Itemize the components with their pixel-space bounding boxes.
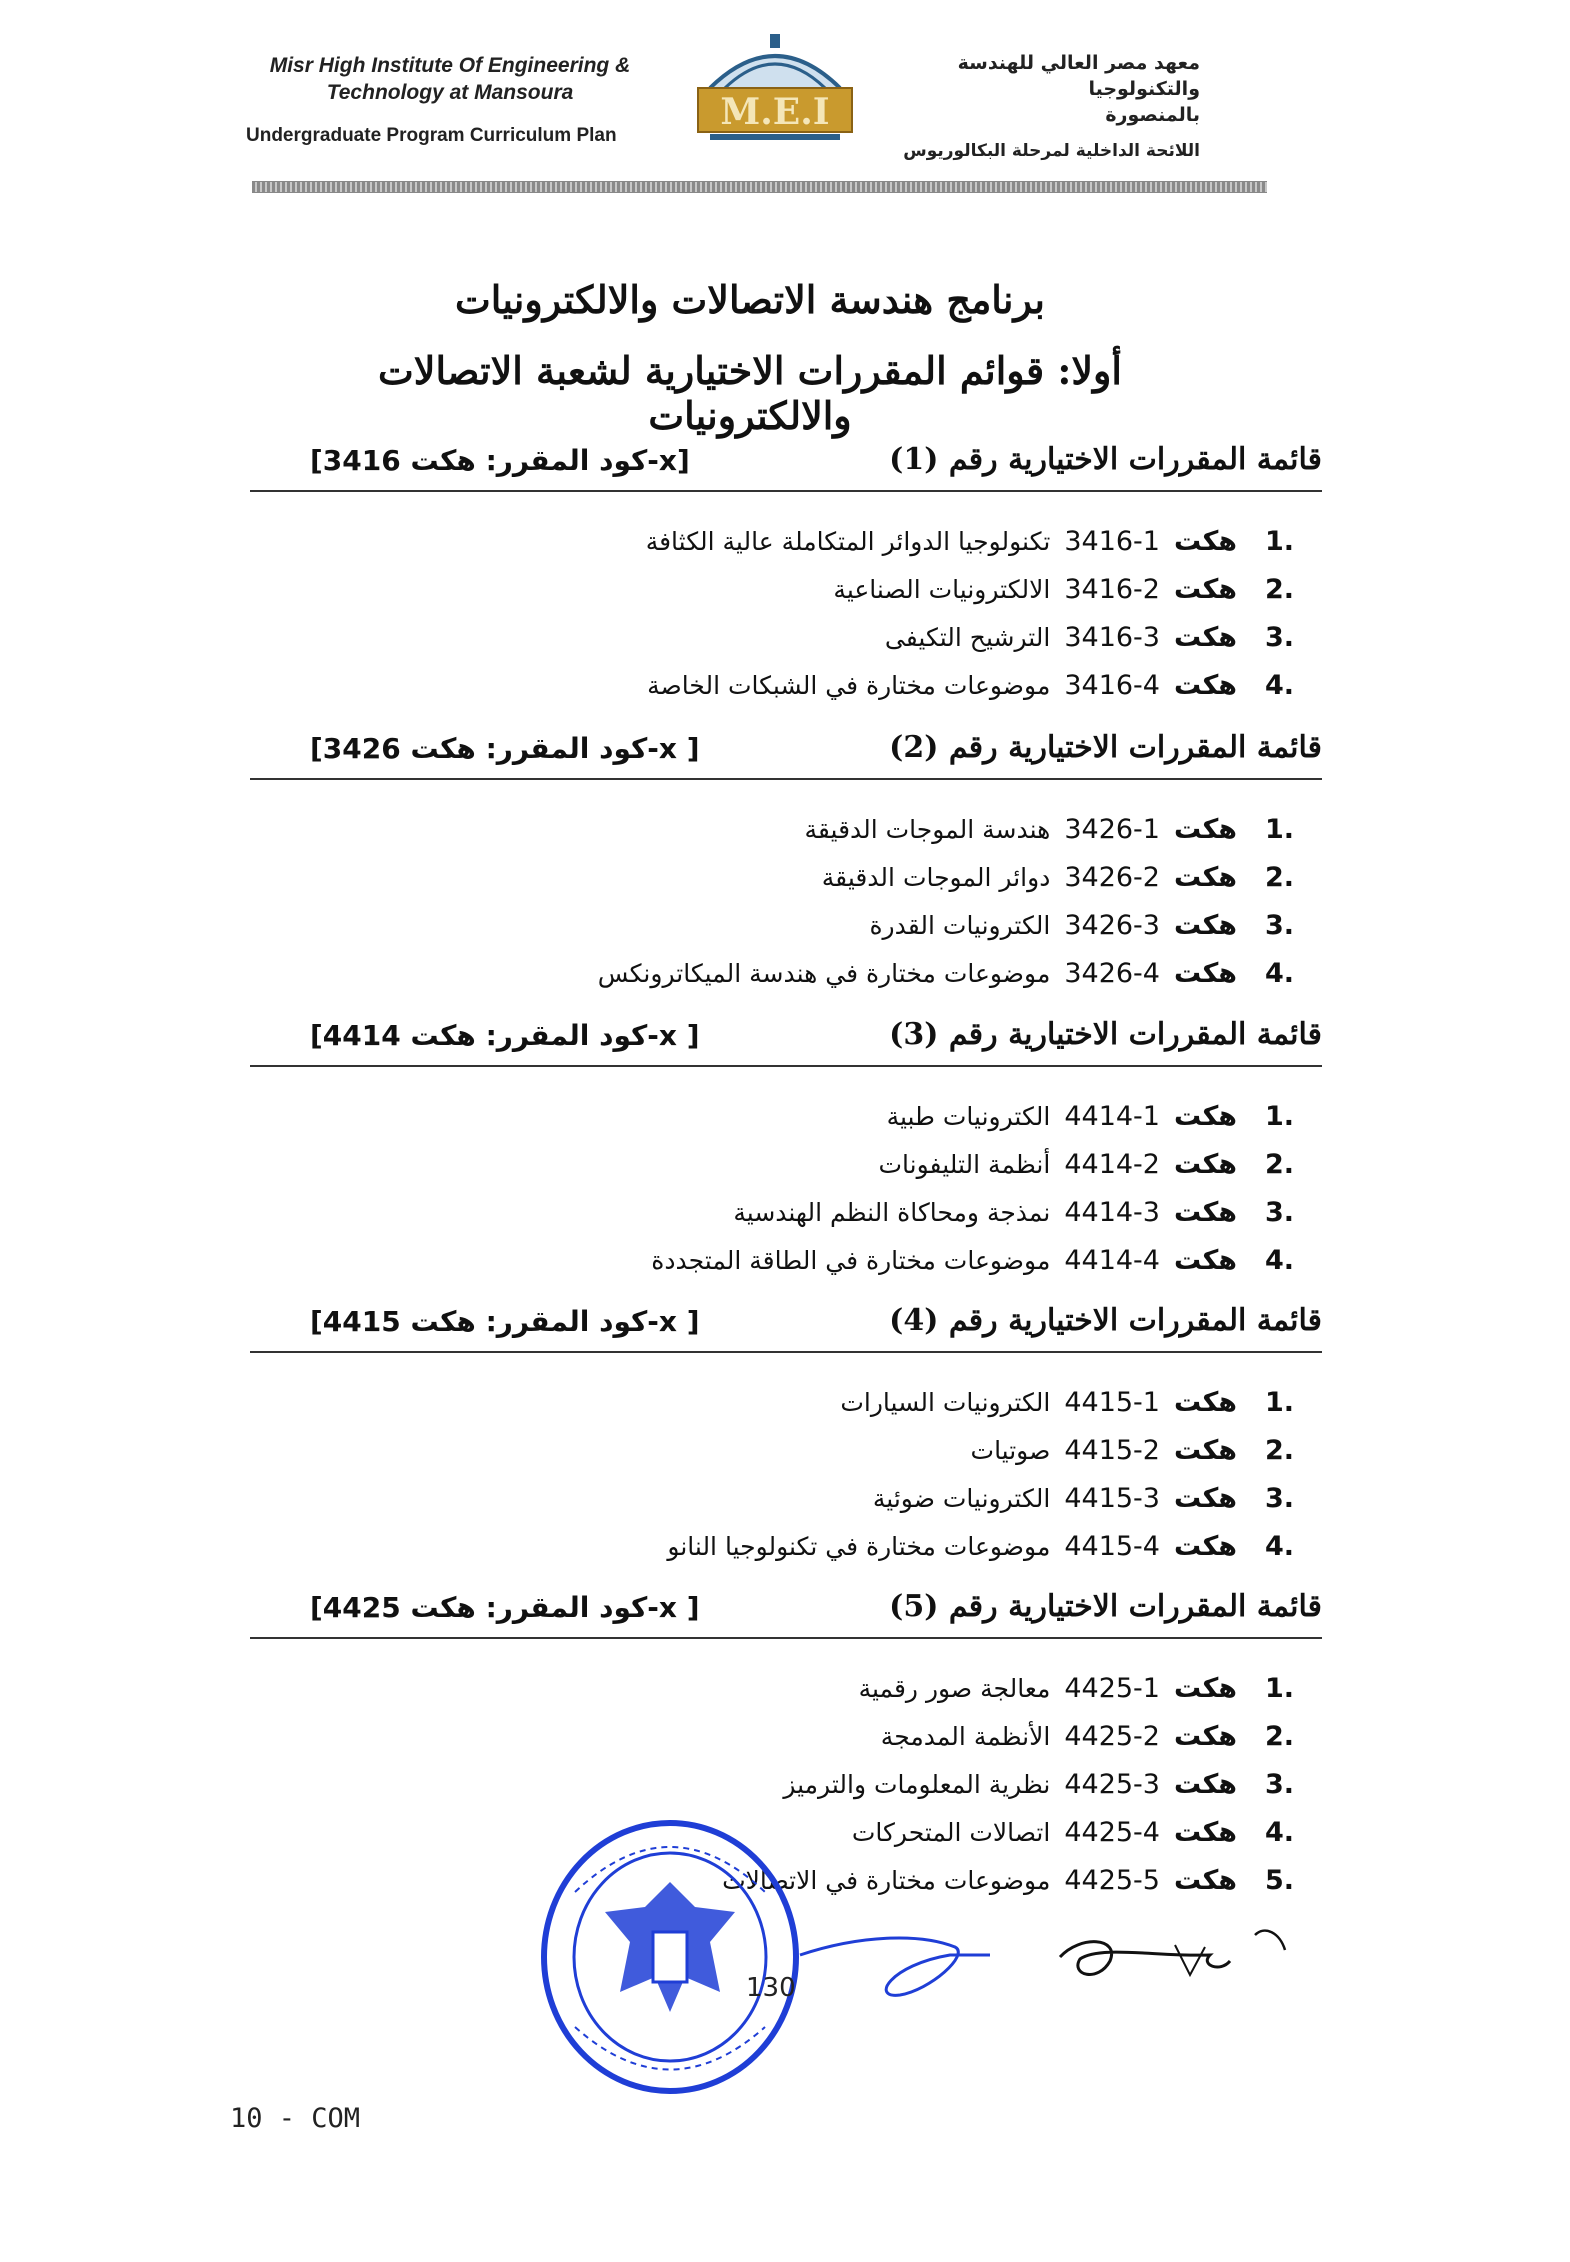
course-number: 3416-2 (1064, 573, 1160, 605)
list-course-code: [كود المقرر: هكت 4425-x ] (310, 1591, 700, 1624)
list-item (405, 1426, 1305, 1474)
course-prefix: هكت (1173, 861, 1237, 893)
course-prefix: هكت (1173, 525, 1237, 557)
page-subtitle: أولا: قوائم المقررات الاختيارية لشعبة الاتصالات والالكترونيات (378, 348, 1122, 438)
institute-name-en-line1: Misr High Institute Of Engineering & (269, 54, 631, 77)
header-divider (252, 181, 1267, 193)
course-name: تكنولوجيا الدوائر المتكاملة عالية الكثافة (645, 526, 1051, 556)
course-prefix: هكت (1173, 1720, 1237, 1752)
course-name: موضوعات مختارة في الشبكات الخاصة (647, 670, 1051, 700)
list-item (405, 1236, 1305, 1284)
course-prefix: هكت (1173, 669, 1237, 701)
course-number: 3426-1 (1064, 813, 1160, 845)
item-index: 3. (1265, 621, 1295, 653)
course-number: 4425-2 (1064, 1720, 1160, 1752)
course-number: 4425-5 (1064, 1864, 1160, 1896)
course-name: أنظمة التليفونات (878, 1149, 1051, 1179)
course-list (405, 1092, 1305, 1284)
footer-code: 10 - COM (230, 2103, 361, 2134)
course-list (405, 517, 1305, 709)
course-name: الترشيح التكيفى (884, 622, 1051, 652)
list-item (405, 949, 1305, 997)
list-course-code: [كود المقرر: هكت 3426-x ] (310, 732, 700, 765)
list-title: قائمة المقررات الاختيارية رقم (4) (889, 1303, 1322, 1338)
elective-list-heading (250, 1303, 1322, 1353)
course-number: 4425-3 (1064, 1768, 1160, 1800)
item-index: 1. (1265, 525, 1295, 557)
institute-logo (690, 30, 860, 148)
item-index: 3. (1265, 1768, 1295, 1800)
course-list (405, 1378, 1305, 1570)
item-index: 4. (1265, 1530, 1295, 1562)
item-index: 1. (1265, 1100, 1295, 1132)
elective-list-heading (250, 442, 1322, 492)
course-prefix: هكت (1173, 1100, 1237, 1132)
institute-name-en-line2: Technology at Mansoura (326, 81, 574, 104)
course-number: 4414-2 (1064, 1148, 1160, 1180)
course-number: 3416-4 (1064, 669, 1160, 701)
list-title: قائمة المقررات الاختيارية رقم (1) (889, 442, 1322, 477)
list-item (405, 1760, 1305, 1808)
course-prefix: هكت (1173, 1244, 1237, 1276)
course-name: هندسة الموجات الدقيقة (804, 814, 1051, 844)
course-number: 4414-3 (1064, 1196, 1160, 1228)
course-name: الالكترونيات الصناعية (833, 574, 1051, 604)
course-prefix: هكت (1173, 573, 1237, 605)
item-index: 5. (1265, 1864, 1295, 1896)
course-prefix: هكت (1173, 1816, 1237, 1848)
course-number: 4414-4 (1064, 1244, 1160, 1276)
program-plan-ar: اللائحة الداخلية لمرحلة البكالوريوس (903, 141, 1200, 161)
list-item (405, 1712, 1305, 1760)
course-prefix: هكت (1173, 1768, 1237, 1800)
course-prefix: هكت (1173, 1386, 1237, 1418)
item-index: 2. (1265, 1720, 1295, 1752)
item-index: 2. (1265, 861, 1295, 893)
course-prefix: هكت (1173, 1482, 1237, 1514)
item-index: 4. (1265, 1816, 1295, 1848)
course-prefix: هكت (1173, 1434, 1237, 1466)
institute-name-ar-line1: معهد مصر العالي للهندسة والتكنولوجيا (957, 52, 1200, 100)
course-number: 4415-1 (1064, 1386, 1160, 1418)
course-name: الأنظمة المدمجة (880, 1721, 1051, 1751)
list-item (405, 853, 1305, 901)
institute-name-ar (870, 50, 1200, 164)
course-name: موضوعات مختارة في تكنولوجيا النانو (667, 1531, 1051, 1561)
course-name: موضوعات مختارة في الاتصالات (722, 1865, 1051, 1895)
institute-name-en (240, 52, 660, 146)
list-item (405, 661, 1305, 709)
course-list (405, 805, 1305, 997)
course-prefix: هكت (1173, 1148, 1237, 1180)
item-index: 4. (1265, 957, 1295, 989)
list-title: قائمة المقررات الاختيارية رقم (3) (889, 1017, 1322, 1052)
course-number: 4414-1 (1064, 1100, 1160, 1132)
item-index: 4. (1265, 669, 1295, 701)
course-name: صوتيات (970, 1435, 1051, 1465)
list-item (405, 1522, 1305, 1570)
course-prefix: هكت (1173, 1864, 1237, 1896)
item-index: 2. (1265, 1148, 1295, 1180)
list-course-code: [كود المقرر: هكت 4415-x ] (310, 1305, 700, 1338)
course-number: 3416-3 (1064, 621, 1160, 653)
course-prefix: هكت (1173, 1196, 1237, 1228)
course-name: موضوعات مختارة في الطاقة المتجددة (651, 1245, 1051, 1275)
course-prefix: هكت (1173, 813, 1237, 845)
list-title: قائمة المقررات الاختيارية رقم (5) (889, 1589, 1322, 1624)
program-plan-en: Undergraduate Program Curriculum Plan (246, 125, 617, 146)
item-index: 3. (1265, 1196, 1295, 1228)
signatures (780, 1895, 1300, 2005)
item-index: 1. (1265, 1672, 1295, 1704)
course-prefix: هكت (1173, 957, 1237, 989)
item-index: 2. (1265, 1434, 1295, 1466)
course-number: 4425-1 (1064, 1672, 1160, 1704)
item-index: 3. (1265, 1482, 1295, 1514)
course-name: الكترونيات القدرة (869, 910, 1051, 940)
list-item (405, 1140, 1305, 1188)
course-name: دوائر الموجات الدقيقة (821, 862, 1051, 892)
course-name: اتصالات المتحركات (851, 1817, 1051, 1847)
logo-lettering: M.E.I (720, 91, 830, 133)
page-number: 130 (746, 1973, 796, 2003)
list-course-code: [كود المقرر: هكت 3416-x] (310, 444, 690, 477)
item-index: 2. (1265, 573, 1295, 605)
list-item (405, 517, 1305, 565)
course-prefix: هكت (1173, 1672, 1237, 1704)
item-index: 3. (1265, 909, 1295, 941)
item-index: 1. (1265, 813, 1295, 845)
list-item (405, 1092, 1305, 1140)
course-prefix: هكت (1173, 909, 1237, 941)
course-name: الكترونيات السيارات (840, 1387, 1051, 1417)
course-prefix: هكت (1173, 621, 1237, 653)
course-number: 4415-3 (1064, 1482, 1160, 1514)
course-name: نمذجة ومحاكاة النظم الهندسية (733, 1197, 1051, 1227)
list-item (405, 1664, 1305, 1712)
course-number: 3426-4 (1064, 957, 1160, 989)
list-item (405, 565, 1305, 613)
course-name: الكترونيات ضوئية (872, 1483, 1051, 1513)
list-item (405, 1378, 1305, 1426)
course-name: نظرية المعلومات والترميز (783, 1769, 1051, 1799)
elective-list-heading (250, 730, 1322, 780)
list-item (405, 901, 1305, 949)
item-index: 4. (1265, 1244, 1295, 1276)
official-seal-stamp (535, 1812, 805, 2102)
course-name: معالجة صور رقمية (858, 1673, 1051, 1703)
course-number: 3426-2 (1064, 861, 1160, 893)
list-item (405, 1188, 1305, 1236)
list-course-code: [كود المقرر: هكت 4414-x ] (310, 1019, 700, 1052)
course-number: 4415-2 (1064, 1434, 1160, 1466)
institute-name-ar-line2: بالمنصورة (1105, 104, 1200, 126)
course-name: موضوعات مختارة في هندسة الميكاترونكس (597, 958, 1051, 988)
item-index: 1. (1265, 1386, 1295, 1418)
elective-list-heading (250, 1589, 1322, 1639)
list-item (405, 613, 1305, 661)
elective-list-heading (250, 1017, 1322, 1067)
list-item (405, 805, 1305, 853)
course-number: 4425-4 (1064, 1816, 1160, 1848)
course-number: 3426-3 (1064, 909, 1160, 941)
course-number: 4415-4 (1064, 1530, 1160, 1562)
course-prefix: هكت (1173, 1530, 1237, 1562)
list-title: قائمة المقررات الاختيارية رقم (2) (889, 730, 1322, 765)
page-title: برنامج هندسة الاتصالات والالكترونيات (454, 277, 1046, 322)
course-name: الكترونيات طبية (886, 1101, 1051, 1131)
list-item (405, 1474, 1305, 1522)
course-number: 3416-1 (1064, 525, 1160, 557)
